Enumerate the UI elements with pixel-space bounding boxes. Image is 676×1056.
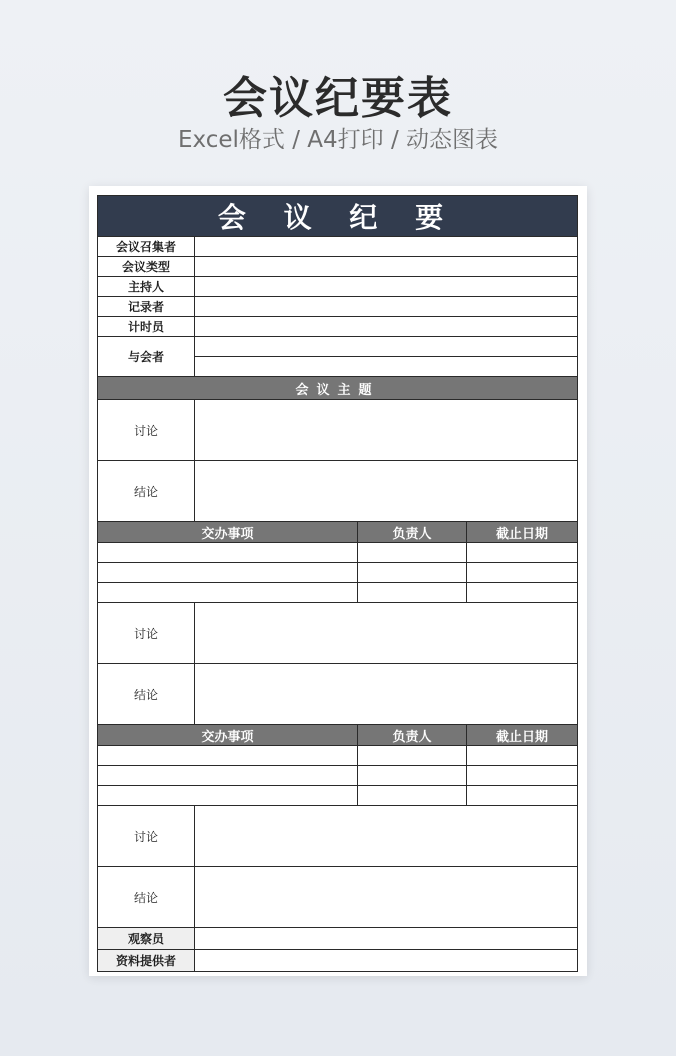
- task-owner-header: 负责人: [358, 725, 467, 746]
- host-cell[interactable]: [195, 277, 578, 297]
- discussion-label: 讨论: [98, 603, 195, 664]
- task-owner-cell[interactable]: [358, 746, 467, 766]
- discussion-cell[interactable]: [195, 603, 578, 664]
- task-item-cell[interactable]: [98, 746, 358, 766]
- task-deadline-cell[interactable]: [467, 543, 578, 563]
- task-item-cell[interactable]: [98, 583, 358, 603]
- conclusion-label: 结论: [98, 664, 195, 725]
- task-deadline-header: 截止日期: [467, 725, 578, 746]
- attendees-cell-2[interactable]: [195, 357, 578, 377]
- task-deadline-cell[interactable]: [467, 766, 578, 786]
- task-owner-cell[interactable]: [358, 766, 467, 786]
- document-preview: [89, 186, 587, 976]
- observer-cell[interactable]: [195, 928, 578, 950]
- task-item-cell[interactable]: [98, 786, 358, 806]
- task-deadline-cell[interactable]: [467, 786, 578, 806]
- task-deadline-cell[interactable]: [467, 583, 578, 603]
- task-deadline-cell[interactable]: [467, 563, 578, 583]
- recorder-label: 记录者: [98, 297, 195, 317]
- hero-subtitle: Excel格式 / A4打印 / 动态图表: [177, 127, 499, 153]
- conclusion-label: 结论: [98, 461, 195, 522]
- sheet-banner: 会 议 纪 要: [98, 196, 578, 237]
- task-deadline-cell[interactable]: [467, 746, 578, 766]
- discussion-label: 讨论: [98, 806, 195, 867]
- convener-label: 会议召集者: [98, 237, 195, 257]
- task-owner-cell[interactable]: [358, 786, 467, 806]
- observer-label: 观察员: [98, 928, 195, 950]
- task-owner-cell[interactable]: [358, 583, 467, 603]
- conclusion-cell[interactable]: [195, 867, 578, 928]
- conclusion-label: 结论: [98, 867, 195, 928]
- hero-title: 会议纪要表: [223, 73, 453, 124]
- conclusion-cell[interactable]: [195, 664, 578, 725]
- timekeeper-label: 计时员: [98, 317, 195, 337]
- attendees-label: 与会者: [98, 337, 195, 377]
- provider-cell[interactable]: [195, 950, 578, 972]
- convener-cell[interactable]: [195, 237, 578, 257]
- task-item-cell[interactable]: [98, 766, 358, 786]
- task-item-header: 交办事项: [98, 725, 358, 746]
- task-item-cell[interactable]: [98, 543, 358, 563]
- task-deadline-header: 截止日期: [467, 522, 578, 543]
- recorder-cell[interactable]: [195, 297, 578, 317]
- host-label: 主持人: [98, 277, 195, 297]
- discussion-cell[interactable]: [195, 400, 578, 461]
- topic-header: 会议主题: [98, 377, 578, 400]
- task-owner-cell[interactable]: [358, 563, 467, 583]
- task-owner-cell[interactable]: [358, 543, 467, 563]
- meeting-type-label: 会议类型: [98, 257, 195, 277]
- provider-label: 资料提供者: [98, 950, 195, 972]
- meeting-type-cell[interactable]: [195, 257, 578, 277]
- task-item-cell[interactable]: [98, 563, 358, 583]
- discussion-cell[interactable]: [195, 806, 578, 867]
- timekeeper-cell[interactable]: [195, 317, 578, 337]
- meeting-minutes-table: [97, 195, 578, 972]
- conclusion-cell[interactable]: [195, 461, 578, 522]
- attendees-cell-1[interactable]: [195, 337, 578, 357]
- task-owner-header: 负责人: [358, 522, 467, 543]
- discussion-label: 讨论: [98, 400, 195, 461]
- task-item-header: 交办事项: [98, 522, 358, 543]
